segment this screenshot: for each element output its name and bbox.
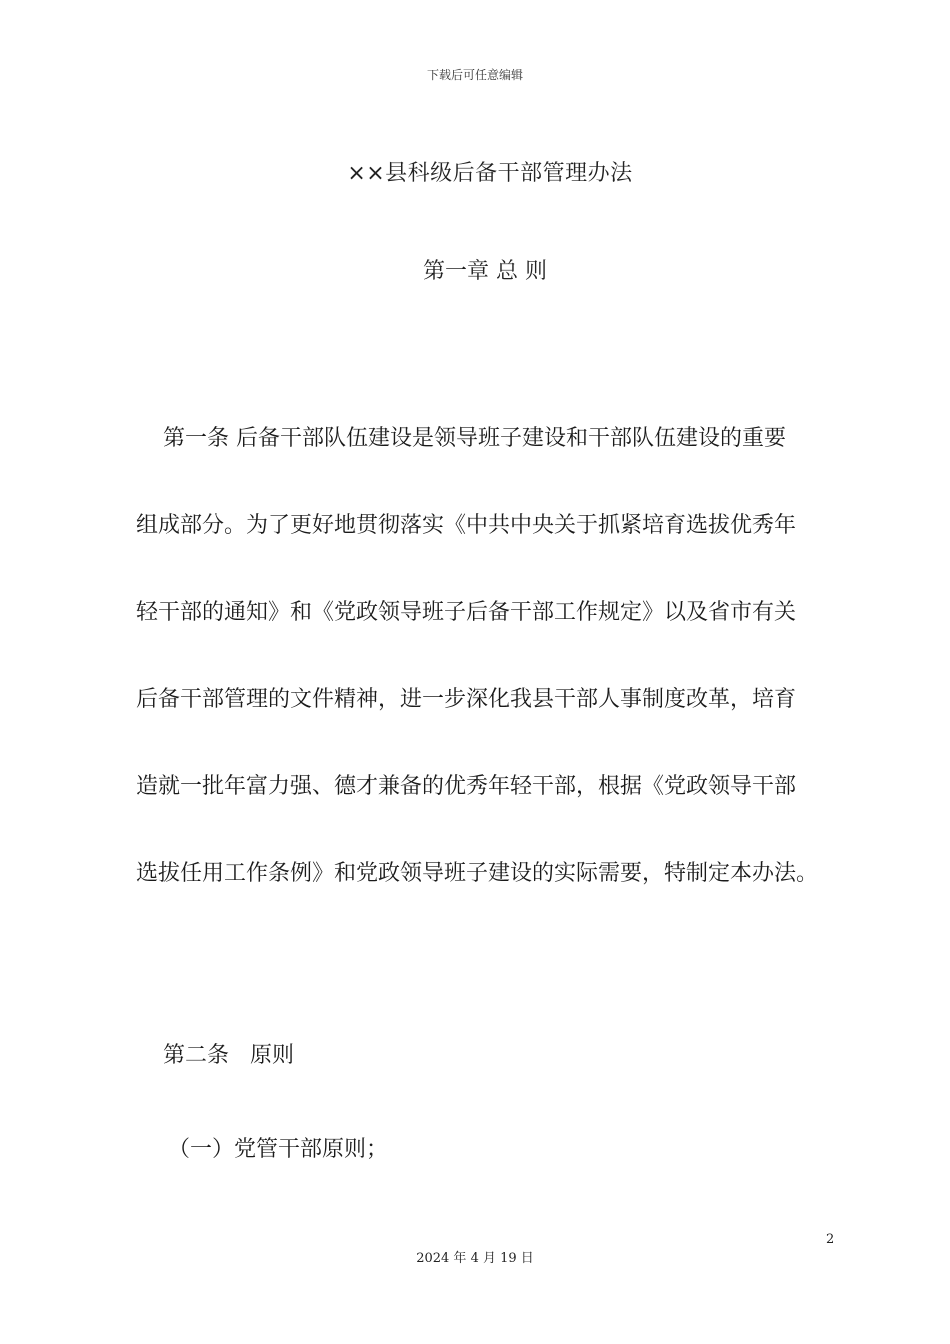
page-number: 2 [826, 1232, 835, 1247]
footer-date: 2024 年 4 月 19 日 [416, 1251, 534, 1266]
paragraph-line: 选拔任用工作条例》和党政领导班子建设的实际需要，特制定本办法。 [136, 861, 819, 886]
paragraph-line: 后备干部管理的文件精神，进一步深化我县干部人事制度改革，培育 [136, 687, 797, 712]
chapter-heading: 第一章 总 则 [423, 259, 547, 284]
article-two-heading: 第二条 原则 [163, 1043, 294, 1068]
paragraph-line: 轻干部的通知》和《党政领导班子后备干部工作规定》以及省市有关 [136, 600, 797, 625]
document-title: ××县科级后备干部管理办法 [347, 161, 633, 186]
list-item: （一）党管干部原则； [168, 1137, 389, 1162]
header-note: 下载后可任意编辑 [426, 68, 523, 82]
paragraph-line: 第一条 后备干部队伍建设是领导班子建设和干部队伍建设的重要 [163, 426, 786, 451]
paragraph-line: 造就一批年富力强、德才兼备的优秀年轻干部，根据《党政领导干部 [136, 774, 797, 799]
paragraph-line: 组成部分。为了更好地贯彻落实《中共中央关于抓紧培育选拔优秀年 [136, 513, 797, 538]
